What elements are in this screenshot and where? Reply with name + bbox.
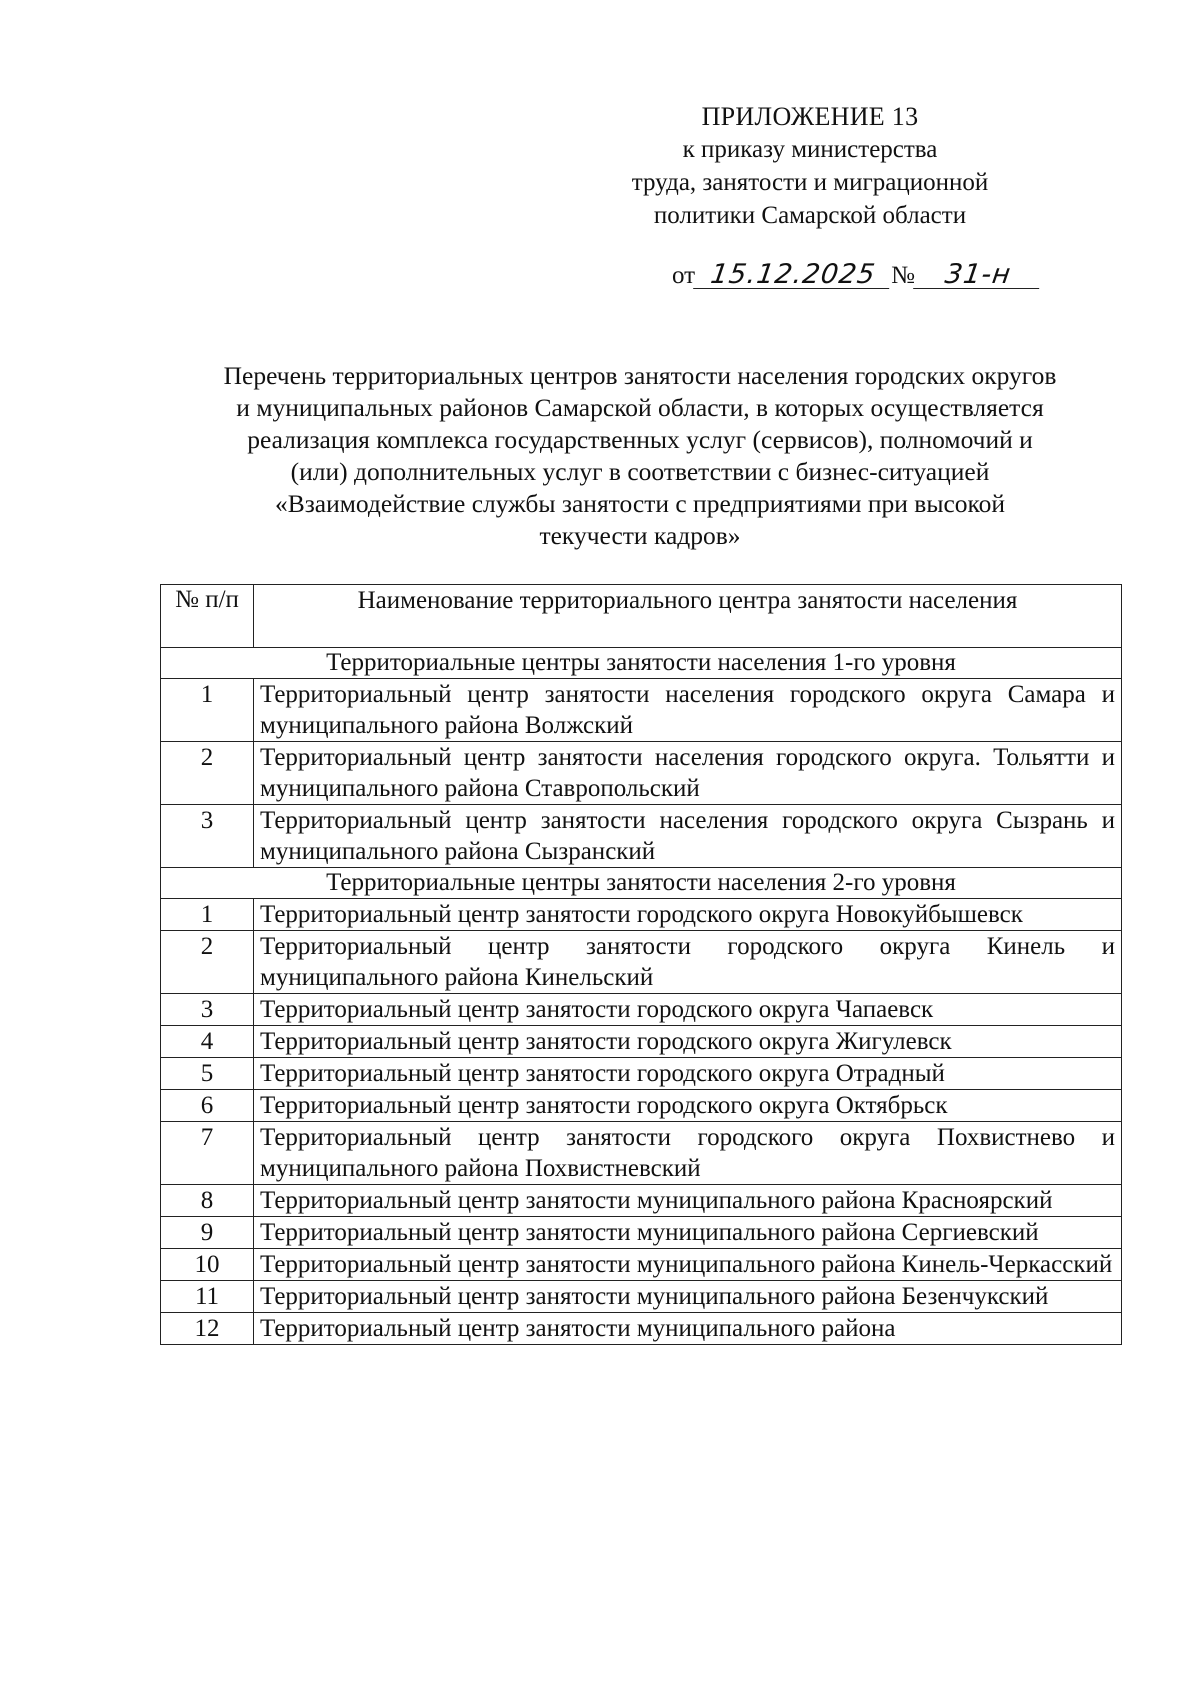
appendix-block xyxy=(560,100,1060,232)
table-row xyxy=(161,1090,1122,1122)
level-2-rows xyxy=(161,899,1122,1345)
appendix-line: политики Самарской области xyxy=(653,202,967,229)
table-row xyxy=(161,899,1122,931)
row-number: 3 xyxy=(161,805,254,868)
center-name: Территориальный центр занятости муниципального района Сергиевский xyxy=(254,1217,1122,1249)
center-name: Территориальный центр занятости городского округа Жигулевск xyxy=(254,1026,1122,1058)
heading-line: реализация комплекса государственных услуг (сервисов), полномочий и xyxy=(247,425,1033,454)
heading-line: текучести кадров» xyxy=(539,521,741,550)
table-row xyxy=(161,1217,1122,1249)
row-number: 1 xyxy=(161,899,254,931)
centers-table xyxy=(160,584,1122,1345)
heading-line: «Взаимодействие службы занятости с предприятиями при высокой xyxy=(274,489,1006,518)
table-row xyxy=(161,1026,1122,1058)
center-name: Территориальный центр занятости городского округа Отрадный xyxy=(254,1058,1122,1090)
appendix-line: к приказу министерства xyxy=(682,136,938,163)
heading-line: Перечень территориальных центров занятости населения городских округов xyxy=(223,361,1057,390)
order-date-handwritten: 15.12.2025 xyxy=(693,262,893,289)
row-number: 10 xyxy=(161,1249,254,1281)
order-reference xyxy=(672,259,1041,290)
row-number: 7 xyxy=(161,1122,254,1185)
center-name: Территориальный центр занятости муниципального района Красноярский xyxy=(254,1185,1122,1217)
center-name: Территориальный центр занятости муниципального района xyxy=(254,1313,1122,1345)
row-number: 12 xyxy=(161,1313,254,1345)
row-number: 8 xyxy=(161,1185,254,1217)
row-number: 6 xyxy=(161,1090,254,1122)
appendix-line: труда, занятости и миграционной xyxy=(631,169,989,196)
section-row-level-1 xyxy=(161,648,1122,679)
table-header-row xyxy=(161,585,1122,648)
row-number: 3 xyxy=(161,994,254,1026)
row-number: 4 xyxy=(161,1026,254,1058)
center-name: Территориальный центр занятости городского округа Новокуйбышевск xyxy=(254,899,1122,931)
section-row-level-2 xyxy=(161,868,1122,899)
section-title: Территориальные центры занятости населения 1-го уровня xyxy=(161,648,1122,679)
table-row xyxy=(161,1281,1122,1313)
table-row xyxy=(161,742,1122,805)
level-1-rows xyxy=(161,679,1122,868)
section-title: Территориальные центры занятости населения 2-го уровня xyxy=(161,868,1122,899)
row-number: 9 xyxy=(161,1217,254,1249)
table-row xyxy=(161,1249,1122,1281)
center-name: Территориальный центр занятости населения городского округа Самара и муниципального района Волжский xyxy=(254,679,1122,742)
document-heading xyxy=(160,360,1120,552)
center-name: Территориальный центр занятости муниципального района Кинель-Черкасский xyxy=(254,1249,1122,1281)
table-row xyxy=(161,805,1122,868)
row-number: 1 xyxy=(161,679,254,742)
center-name: Территориальный центр занятости муниципального района Безенчукский xyxy=(254,1281,1122,1313)
heading-line: и муниципальных районов Самарской области, в которых осуществляется xyxy=(236,393,1044,422)
table-row xyxy=(161,994,1122,1026)
center-name: Территориальный центр занятости городского округа Похвистнево и муниципального района Похвистневский xyxy=(254,1122,1122,1185)
appendix-title: ПРИЛОЖЕНИЕ 13 xyxy=(701,102,919,131)
row-number: 5 xyxy=(161,1058,254,1090)
table-row xyxy=(161,1058,1122,1090)
table-row xyxy=(161,1185,1122,1217)
row-number: 2 xyxy=(161,742,254,805)
order-from-label: от xyxy=(672,262,696,289)
center-name: Территориальный центр занятости городского округа Чапаевск xyxy=(254,994,1122,1026)
center-name: Территориальный центр занятости населения городского округа. Тольятти и муниципального района Ставропольский xyxy=(254,742,1122,805)
header-number: № п/п xyxy=(161,585,254,648)
table-row xyxy=(161,1313,1122,1345)
center-name: Территориальный центр занятости городского округа Кинель и муниципального района Кинельский xyxy=(254,931,1122,994)
table-row xyxy=(161,931,1122,994)
order-number-label: № xyxy=(891,262,915,289)
header-name: Наименование территориального центра занятости населения xyxy=(254,585,1122,648)
row-number: 2 xyxy=(161,931,254,994)
center-name: Территориальный центр занятости городского округа Октябрьск xyxy=(254,1090,1122,1122)
heading-line: (или) дополнительных услуг в соответствии с бизнес-ситуацией xyxy=(290,457,990,486)
table-row xyxy=(161,679,1122,742)
center-name: Территориальный центр занятости населения городского округа Сызрань и муниципального района Сызранский xyxy=(254,805,1122,868)
table-row xyxy=(161,1122,1122,1185)
order-number-handwritten: 31-н xyxy=(913,262,1043,289)
row-number: 11 xyxy=(161,1281,254,1313)
